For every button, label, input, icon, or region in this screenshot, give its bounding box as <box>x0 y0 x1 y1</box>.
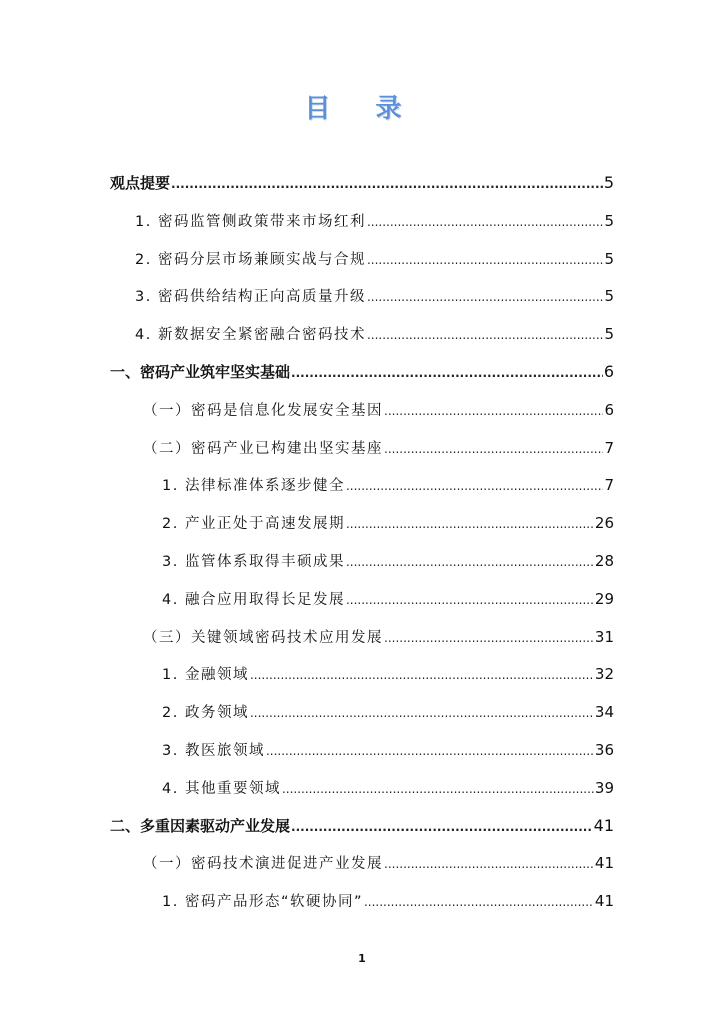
toc-entry-label: （三）关键领域密码技术应用发展 <box>143 629 383 646</box>
toc-leader-dots <box>367 253 604 267</box>
toc-entry-page: 41 <box>594 854 614 873</box>
toc-entry-page: 7 <box>604 438 614 457</box>
toc-entry[interactable] <box>162 739 614 760</box>
toc-entry-label: 4. 其他重要领域 <box>162 780 281 797</box>
toc-entry-page: 29 <box>594 589 614 608</box>
toc-entry-page: 5 <box>604 211 614 230</box>
toc-entry[interactable] <box>143 437 614 458</box>
toc-leader-dots <box>367 215 604 229</box>
toc-entry[interactable] <box>135 285 614 306</box>
toc-leader-dots <box>346 555 594 569</box>
toc-entry-page: 5 <box>604 249 614 268</box>
toc-entry-page: 6 <box>604 400 614 419</box>
toc-entry-label: 4. 融合应用取得长足发展 <box>162 591 345 608</box>
toc-leader-dots <box>367 328 604 342</box>
page-number: 1 <box>358 952 366 965</box>
toc-leader-dots <box>384 631 594 645</box>
toc-entry-label: 4. 新数据安全紧密融合密码技术 <box>135 327 366 344</box>
toc-entry-page: 41 <box>593 815 614 835</box>
toc-entry[interactable] <box>162 550 614 571</box>
toc-entry-page: 39 <box>594 778 614 797</box>
toc-entry-page: 5 <box>604 325 614 344</box>
toc-leader-dots <box>346 517 594 531</box>
toc-leader-dots <box>250 706 594 720</box>
toc-leader-dots <box>364 895 594 909</box>
toc-leader-dots <box>171 177 603 191</box>
toc-entry[interactable] <box>162 701 614 722</box>
toc-leader-dots <box>384 857 594 871</box>
toc-entry-page: 26 <box>594 514 614 533</box>
toc-entry-label: 2. 政务领域 <box>162 705 249 722</box>
toc-entry-label: 1. 法律标准体系逐步健全 <box>162 478 345 495</box>
toc-entry-page: 6 <box>603 362 614 381</box>
toc-entry-page: 36 <box>594 741 614 759</box>
toc-leader-dots <box>384 442 603 456</box>
toc-entry-label: 1. 密码监管侧政策带来市场红利 <box>135 213 366 230</box>
toc-leader-dots <box>346 593 594 607</box>
toc-leader-dots <box>282 782 594 796</box>
toc-entry-label: （一）密码是信息化发展安全基因 <box>143 402 383 419</box>
toc-leader-dots <box>367 290 604 304</box>
toc-entry-label: 3. 密码供给结构正向高质量升级 <box>135 289 366 306</box>
toc-leader-dots <box>250 668 594 682</box>
toc-entry-label: 二、多重因素驱动产业发展 <box>110 816 291 835</box>
toc-entry[interactable] <box>162 777 614 798</box>
toc-entry[interactable] <box>162 663 614 684</box>
toc-entry[interactable] <box>143 399 614 420</box>
toc-entry[interactable] <box>162 512 614 533</box>
toc-entry[interactable] <box>162 588 614 609</box>
toc-entry-label: （一）密码技术演进促进产业发展 <box>143 856 383 873</box>
toc-entry-label: （二）密码产业已构建出坚实基座 <box>143 440 383 457</box>
toc-leader-dots <box>291 820 593 834</box>
toc-entry[interactable] <box>135 323 614 344</box>
toc-entry[interactable] <box>135 210 614 231</box>
toc-entry[interactable] <box>143 852 614 873</box>
toc-entry-label: 观点提要 <box>110 174 171 192</box>
toc-entry-label: 2. 密码分层市场兼顾实战与合规 <box>135 251 366 268</box>
toc-entry[interactable] <box>110 815 614 836</box>
toc-entry-label: 1. 金融领域 <box>162 667 249 684</box>
toc-entry[interactable] <box>143 626 614 647</box>
toc-leader-dots <box>291 366 603 380</box>
toc-leader-dots <box>346 479 604 493</box>
toc-entry[interactable] <box>162 474 614 495</box>
toc-entry[interactable] <box>162 890 614 911</box>
toc-entry[interactable] <box>110 361 614 382</box>
toc-entry-page: 31 <box>594 627 614 646</box>
toc-entry-label: 1. 密码产品形态“软硬协同” <box>162 894 363 911</box>
toc-entry-page: 7 <box>604 476 614 495</box>
toc-entry-page: 5 <box>604 287 614 306</box>
toc-entry-page: 5 <box>603 173 614 192</box>
toc-leader-dots <box>266 744 594 758</box>
toc-entry-label: 2. 产业正处于高速发展期 <box>162 516 345 533</box>
toc-entry-page: 34 <box>594 703 614 722</box>
toc-entry-label: 3. 教医旅领域 <box>162 743 265 759</box>
toc-entry-label: 一、密码产业筑牢坚实基础 <box>110 363 291 381</box>
toc-leader-dots <box>384 404 603 418</box>
toc-entry-label: 3. 监管体系取得丰硕成果 <box>162 554 345 570</box>
toc-entry-page: 28 <box>594 552 614 570</box>
toc-entry[interactable] <box>135 248 614 269</box>
toc-entry-page: 41 <box>594 892 614 911</box>
toc-entry-page: 32 <box>594 665 614 684</box>
toc-title: 目 录 <box>304 94 420 124</box>
toc-entry[interactable] <box>110 172 614 193</box>
